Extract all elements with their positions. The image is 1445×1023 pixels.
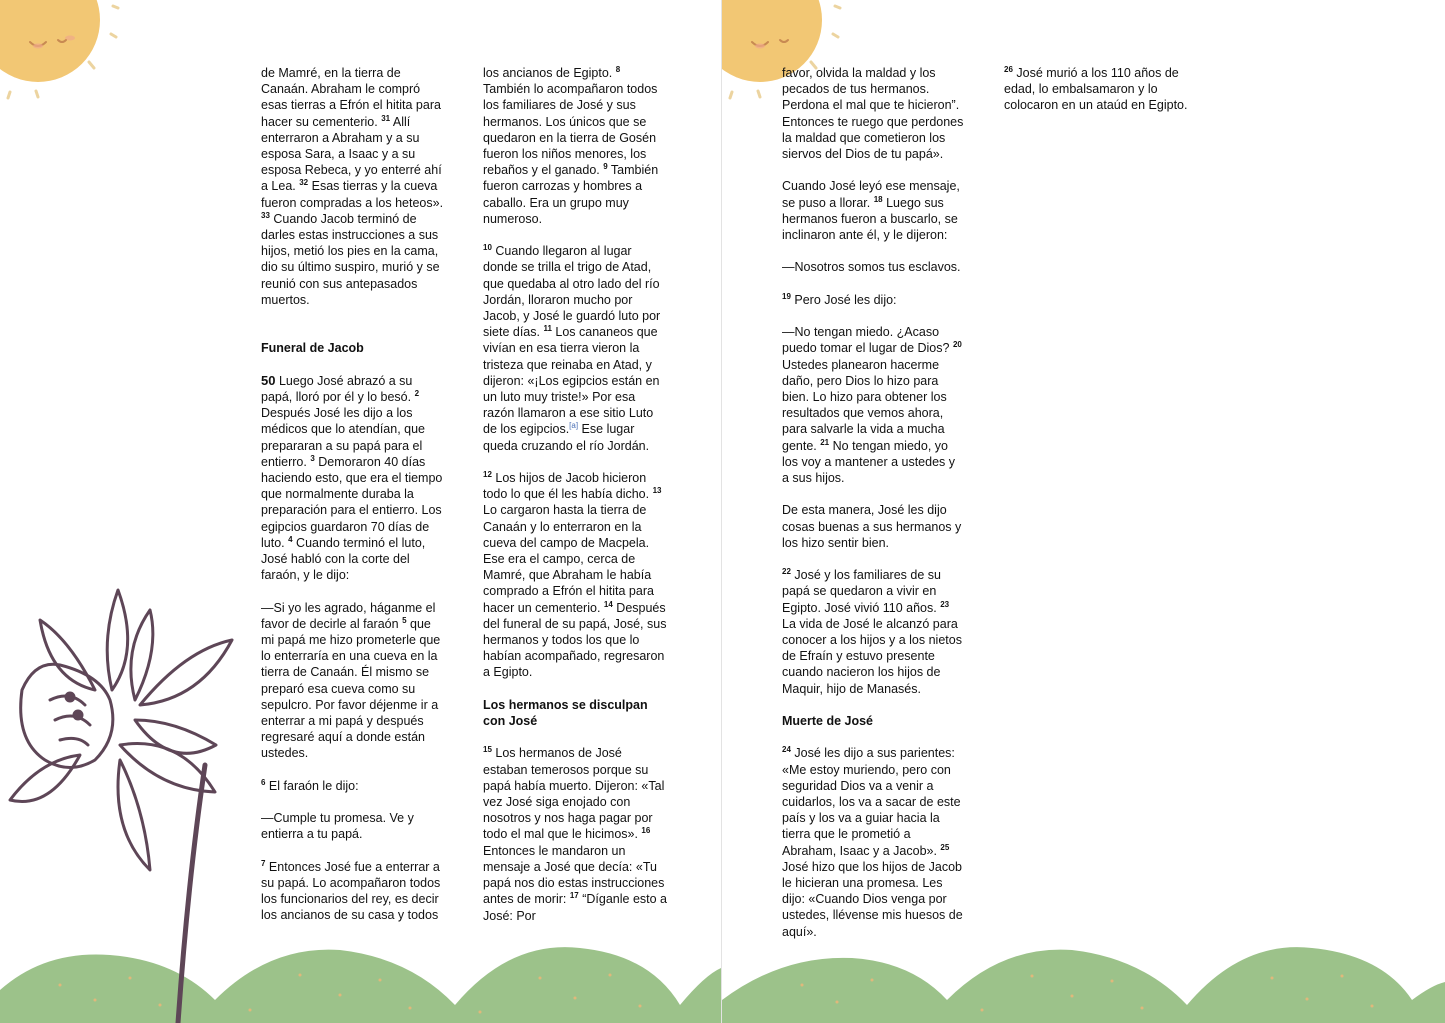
column-2 — [483, 65, 667, 940]
column-4 — [1004, 65, 1188, 130]
column-3 — [782, 65, 964, 956]
paragraph: $^{22}$ José y los familiares de su papá se quedaron a vivir en Egipto. José vivió 110 años. $^{23}$ La vida de José le alcanzó para conocer a los hijos y a los nietos de Efraín y estuvo presente cuando nacieron los hijos de Maquir, hijo de Manasés. — [782, 567, 962, 696]
paragraph: $^{19}$ Pero José les dijo: — [782, 291, 897, 307]
hills-decoration — [722, 947, 1445, 1023]
paragraph: $^{12}$ Los hijos de Jacob hicieron todo lo que él les había dicho. $^{13}$ Lo cargaron hasta la tierra de Canaán y lo enterraron en la cueva del campo de Macpela. Ese era el campo, cerca de Mamré, que Abraham le había comprado a Efrón el hitita para hacer un cementerio. $^{14}$ Después del funeral de su papá, José, sus hermanos y todos los que lo habían acompañado, regresaron a Egipto. — [483, 469, 667, 680]
sun-icon — [0, 0, 118, 98]
paragraph: 50 Luego José abrazó a su papá, lloró por él y lo besó. $^2$ Después José les dijo a los médicos que lo atendían, que prepararan a su papá para el entierro. $^3$ Demoraron 40 días haciendo esto, que era el tiempo que normalmente duraba la preparación para el entierro. Los egipcios guardaron 70 días de luto. $^4$ Cuando terminó el luto, José habló con la corte del faraón, y le dijo: — [261, 372, 443, 583]
paragraph: De esta manera, José les dijo cosas buenas a sus hermanos y los hizo sentir bien. — [782, 503, 962, 550]
section-heading: Funeral de Jacob — [261, 341, 364, 356]
paragraph: —No tengan miedo. ¿Acaso puedo tomar el lugar de Dios? $^{20}$ Ustedes planearon hacerme daño, pero Dios lo hizo para bien. Lo hizo para obtener los resultados que vemos ahora, para salvarle la vida a mucha gente. $^{21}$ No tengan miedo, yo los voy a mantener a ustedes y a sus hijos. — [782, 325, 962, 486]
paragraph: de Mamré, en la tierra de Canaán. Abraham le compró esas tierras a Efrón el hitita para hacer su cementerio. $^{31}$ Allí enterraron a Abraham y a su esposa Sara, a Isaac y a su esposa Rebeca, y yo enterré ahí a Lea. $^{32}$ Esas tierras y la cueva fueron compradas a los heteos». $^{33}$ Cuando Jacob terminó de darles estas instrucciones a sus hijos, metió los pies en la cama, dio su último suspiro, murió y se reunió con sus antepasados muertos. — [261, 66, 444, 307]
section-heading: Los hermanos se disculpan con José — [483, 697, 648, 729]
paragraph: $^6$ El faraón le dijo: — [261, 777, 359, 793]
hills-decoration — [0, 947, 721, 1023]
paragraph: $^{10}$ Cuando llegaron al lugar donde se trilla el trigo de Atad, que quedaba al otro lado del río Jordán, lloraron mucho por Jacob, y José le guardó luto por siete días. $^{11}$ Los cananeos que vivían en esa tierra vieron la tristeza que reinaba en Atad, y dijeron: «¡Los egipcios están en un luto muy triste!» Por esa razón llamaron a ese sitio Luto de los egipcios.[a] Ese lugar queda cruzando el río Jordán. — [483, 243, 661, 453]
paragraph: $^{15}$ Los hermanos de José estaban temerosos porque su papá había muerto. Dijeron: «Tal vez José siga enojado con nosotros y nos haga pagar por todo el mal que le hicimos». $^{16}$ Entonces le mandaron un mensaje a José que decía: «Tu papá nos dio estas instrucciones antes de morir: $^{17}$ “Díganle esto a José: Por — [483, 745, 667, 923]
paragraph: Cuando José leyó ese mensaje, se puso a llorar. $^{18}$ Luego sus hermanos fueron a buscarlo, se inclinaron ante él, y le dijeron: — [782, 179, 960, 243]
left-page — [0, 0, 721, 1023]
paragraph: los ancianos de Egipto. $^8$ También lo acompañaron todos los familiares de José y sus hermanos. Los únicos que se quedaron en la tierra de Gosén fueron los niños menores, los rebaños y el ganado. $^9$ También fueron carrozas y hombres a caballo. Era un grupo muy numeroso. — [483, 64, 659, 226]
paragraph: —Nosotros somos tus esclavos. — [782, 260, 961, 275]
section-heading: Muerte de José — [782, 714, 874, 729]
column-1 — [261, 65, 445, 940]
paragraph: —Si yo les agrado, háganme el favor de decirle al faraón $^5$ que mi papá me hizo prometerle que lo enterraría en una cueva en la tierra de Canaán. Él mismo se preparó esa cueva como su sepulcro. Por favor déjenme ir a enterrar a mi papá y después regresaré aquí a donde están ustedes. — [261, 600, 441, 761]
paragraph: $^7$ Entonces José fue a enterrar a su papá. Lo acompañaron todos los funcionarios del rey, es decir los ancianos de su casa y todos — [261, 858, 441, 923]
paragraph: favor, olvida la maldad y los pecados de tus hermanos. Perdona el mal que te hicieron”. Entonces te ruego que perdones la maldad que cometieron los siervos del Dios de tu papá». — [782, 66, 964, 162]
paragraph: $^{24}$ José les dijo a sus parientes: «Me estoy muriendo, pero con seguridad Dios va a venir a cuidarlos, los va a sacar de este país y los va a guiar hacia la tierra que le prometió a Abraham, Isaac y a Jacob». $^{25}$ José hizo que los hijos de Jacob le hicieran una promesa. Les dijo: «Cuando Dios venga por ustedes, llévense mis huesos de aquí». — [782, 745, 963, 939]
right-page — [722, 0, 1445, 1023]
paragraph: —Cumple tu promesa. Ve y entierra a tu papá. — [261, 811, 414, 842]
paragraph: $^{26}$ José murió a los 110 años de edad, lo embalsamaron y lo colocaron en un ataúd en Egipto. — [1004, 64, 1188, 113]
